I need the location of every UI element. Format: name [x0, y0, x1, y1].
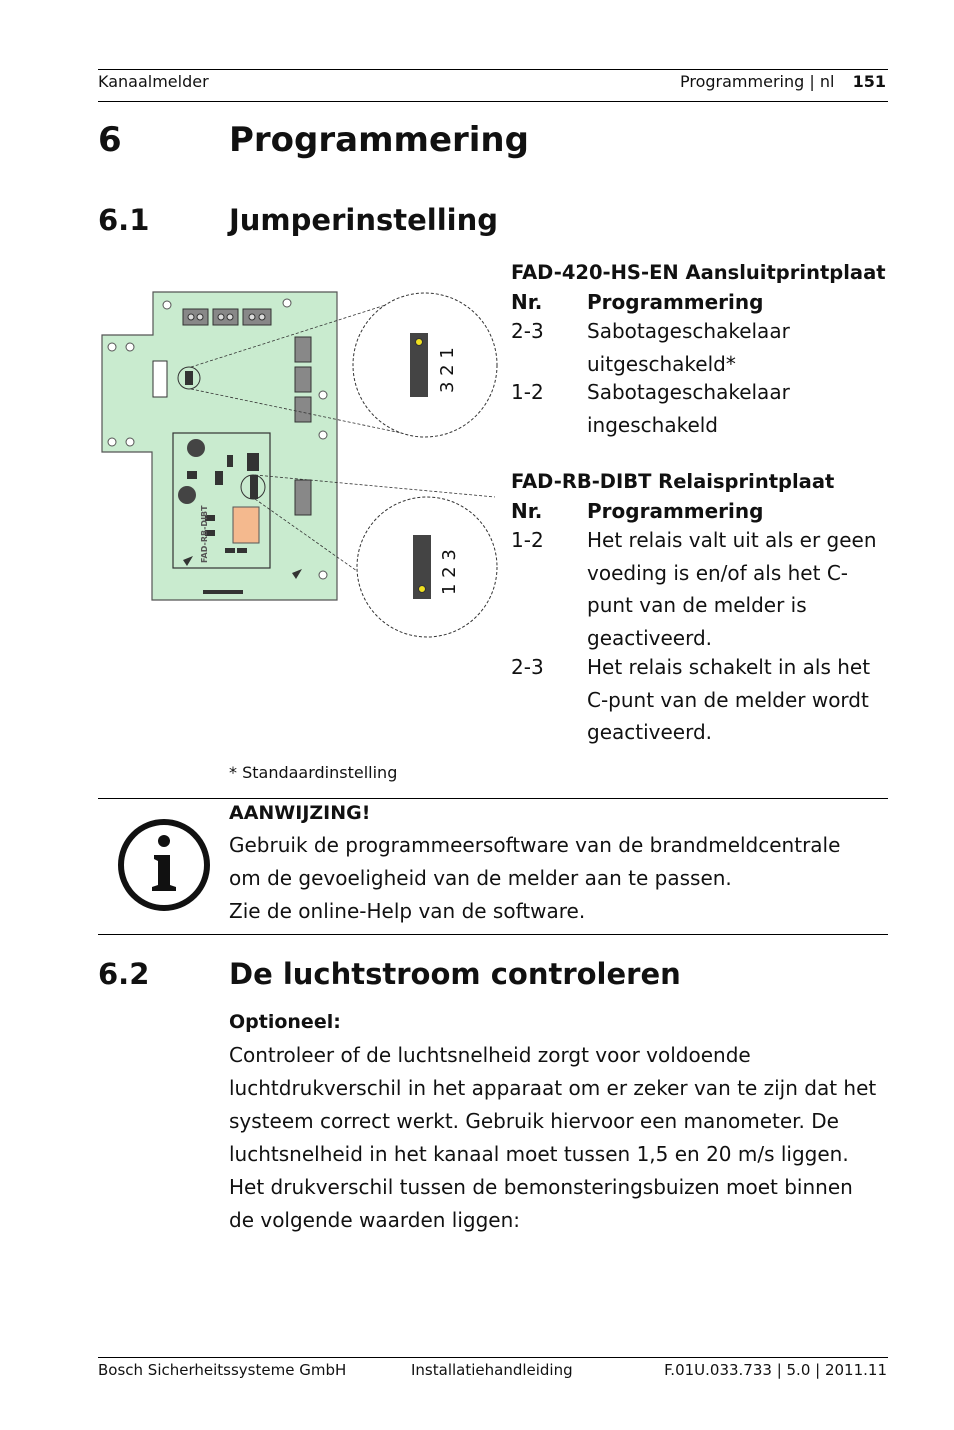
section-number: 6.2 — [98, 957, 150, 991]
table2-row-nr: 1-2 — [511, 528, 544, 552]
table1-col-nr: Nr. — [511, 290, 543, 314]
notice-bottom-rule — [98, 934, 888, 935]
table2-col-prog: Programmering — [587, 499, 764, 523]
table1-title: FAD-420-HS-EN Aansluitprintplaat — [511, 261, 886, 284]
table1-col-prog: Programmering — [587, 290, 764, 314]
notice-top-rule — [98, 798, 888, 799]
table2-header — [511, 495, 891, 527]
chapter-number: 6 — [98, 120, 122, 160]
relay-component — [233, 507, 259, 543]
section-title: Jumperinstelling — [229, 203, 498, 237]
footer-rule — [98, 1357, 888, 1358]
header-left: Kanaalmelder — [98, 72, 209, 91]
table1-row — [511, 376, 891, 442]
jumper-figure — [95, 285, 505, 645]
footnote: * Standaardinstelling — [229, 763, 398, 782]
table2-title: FAD-RB-DIBT Relaisprintplaat — [511, 470, 835, 493]
table1-row-nr: 1-2 — [511, 380, 544, 404]
header-right — [680, 72, 886, 91]
footer-center: Installatiehandleiding — [411, 1361, 573, 1379]
section-title: De luchtstroom controleren — [229, 957, 681, 991]
table1-row-nr: 2-3 — [511, 319, 544, 343]
table2-col-nr: Nr. — [511, 499, 543, 523]
zoom-bottom-label: 1 2 3 — [439, 549, 460, 595]
section2-paragraph: Controleer of de luchtsnelheid zorgt voor voldoende luchtdrukverschil in het apparaat om er zeker van te zijn dat het systeem correct werkt. Gebruik hiervoor een manometer. De luchtsnelheid in het kanaal moet tussen 1,5 en 20 m/s liggen. Het drukverschil tussen de bemonsteringsbuizen moet binnen de volgende waarden liggen: — [229, 1043, 877, 1232]
optional-label: Optioneel: — [229, 1011, 341, 1033]
footer-right: F.01U.033.733 | 5.0 | 2011.11 — [664, 1361, 887, 1379]
page-number: 151 — [852, 72, 886, 91]
table2-row — [511, 651, 891, 751]
table1-row — [511, 315, 891, 381]
info-icon — [116, 817, 212, 913]
header-section: Programmering | nl — [680, 72, 835, 91]
notice-title: AANWIJZING! — [229, 802, 371, 824]
board-label: FAD-RB-DIBT — [200, 505, 209, 563]
table1-row-text: Sabotageschakelaar ingeschakeld — [587, 380, 790, 437]
table2-row-text: Het relais schakelt in als het C-punt van de melder wordt geactiveerd. — [587, 655, 871, 744]
table2-row-nr: 2-3 — [511, 655, 544, 679]
notice-body: Gebruik de programmeersoftware van de brandmeldcentrale om de gevoeligheid van de melder aan te passen. Zie de online-Help van de software. — [229, 833, 841, 923]
zoom-top-label: 3 2 1 — [437, 347, 458, 393]
section-number: 6.1 — [98, 203, 150, 237]
header-bottom-rule — [98, 101, 888, 102]
table1-header — [511, 286, 891, 318]
table2-row — [511, 524, 891, 654]
chapter-title: Programmering — [229, 120, 529, 160]
table1-row-text: Sabotageschakelaar uitgeschakeld* — [587, 319, 790, 376]
table2-row-text: Het relais valt uit als er geen voeding is en/of als het C- punt van de melder is geactiveerd. — [587, 528, 877, 650]
footer-left: Bosch Sicherheitssysteme GmbH — [98, 1361, 347, 1379]
header-top-rule — [98, 69, 888, 70]
